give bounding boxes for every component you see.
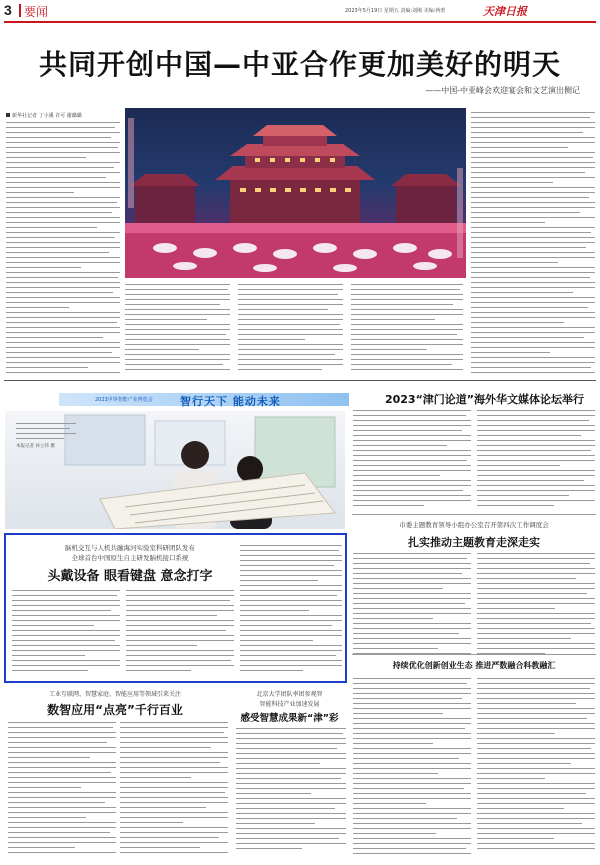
bottom-title-digital: 数智应用“点亮”千行百业 bbox=[47, 703, 183, 717]
bottom-title-pku: 感受智慧成果新“津”彩 bbox=[240, 713, 339, 724]
palace-illustration bbox=[125, 108, 466, 278]
bottom-body-digital-2 bbox=[120, 722, 228, 857]
boxed-title: 头戴设备 眼看键盘 意念打字 bbox=[47, 569, 213, 584]
header-rule bbox=[4, 21, 596, 23]
lead-headline: 共同开创中国—中亚合作更加美好的明天 bbox=[38, 48, 561, 81]
boxed-kicker-1: 脑机交互与人机共融海河实验室科研团队发布 bbox=[65, 544, 195, 552]
lead-photo bbox=[125, 108, 466, 278]
bottom-kicker-pku-1: 北京大学团队率团参观智 bbox=[256, 691, 323, 698]
lead-body-under-2 bbox=[238, 284, 343, 374]
story-title-forum: 2023“津门论道”海外华文媒体论坛举行 bbox=[384, 393, 585, 406]
right-rule-2 bbox=[352, 654, 596, 655]
masthead: 天津日报 bbox=[483, 5, 527, 18]
page-number: 3 bbox=[4, 2, 12, 18]
lead-body-under-1 bbox=[125, 284, 230, 374]
story-body-education bbox=[353, 553, 471, 658]
bottom-kicker-pku-2: 智能科技产业加速发展 bbox=[259, 701, 320, 708]
lead-body-left bbox=[6, 122, 120, 377]
boxed-kicker-2: 全球首台中国原生自主研发脑机接口系统 bbox=[71, 554, 189, 562]
story-title-innovation: 持续优化创新创业生态 推进严数融合科教融汇 bbox=[392, 661, 556, 670]
lead-subheadline: ——中国-中亚峰会欢迎宴会和文艺演出侧记 bbox=[425, 86, 580, 95]
story-kicker-education: 市委主题教育领导小组办公室召开第四次工作调度会 bbox=[399, 521, 549, 529]
bottom-body-digital-1 bbox=[8, 722, 116, 857]
story-body-innovation-2 bbox=[477, 678, 595, 853]
section-divider bbox=[19, 4, 21, 17]
expo-banner-slogan: 智行天下 能动未来 bbox=[180, 395, 281, 408]
photo-caption: 本报记者 孙立伟 摄 bbox=[16, 420, 76, 450]
bottom-kicker-digital: 工业互联网、智慧家庭、智能应用等领域引来关注 bbox=[48, 691, 181, 698]
story-body-innovation bbox=[353, 678, 471, 858]
date-line: 2023年5月19日 星期五 责编:刘刚 美编:蒋蕾 bbox=[345, 8, 446, 14]
byline-mark bbox=[6, 113, 10, 117]
lead-body-right bbox=[471, 112, 595, 377]
boxed-body-1 bbox=[12, 590, 120, 675]
lead-body-under-3 bbox=[351, 284, 463, 374]
boxed-body-3 bbox=[240, 545, 342, 675]
right-rule-1 bbox=[352, 514, 596, 515]
story-body-education-2 bbox=[477, 553, 595, 658]
expo-banner-small: 2023世界智能产业博览会 bbox=[95, 397, 153, 403]
boxed-body-2 bbox=[126, 590, 234, 675]
story-body-forum bbox=[353, 410, 471, 510]
story-title-education: 扎实推动主题教育走深走实 bbox=[408, 536, 540, 549]
bottom-body-pku bbox=[236, 728, 346, 853]
section-name: 要闻 bbox=[24, 5, 49, 19]
story-body-forum-2 bbox=[477, 410, 595, 510]
lead-byline: 新华社记者 丁小溪 许可 谢璐璐 bbox=[6, 112, 82, 119]
section-rule bbox=[4, 380, 596, 381]
